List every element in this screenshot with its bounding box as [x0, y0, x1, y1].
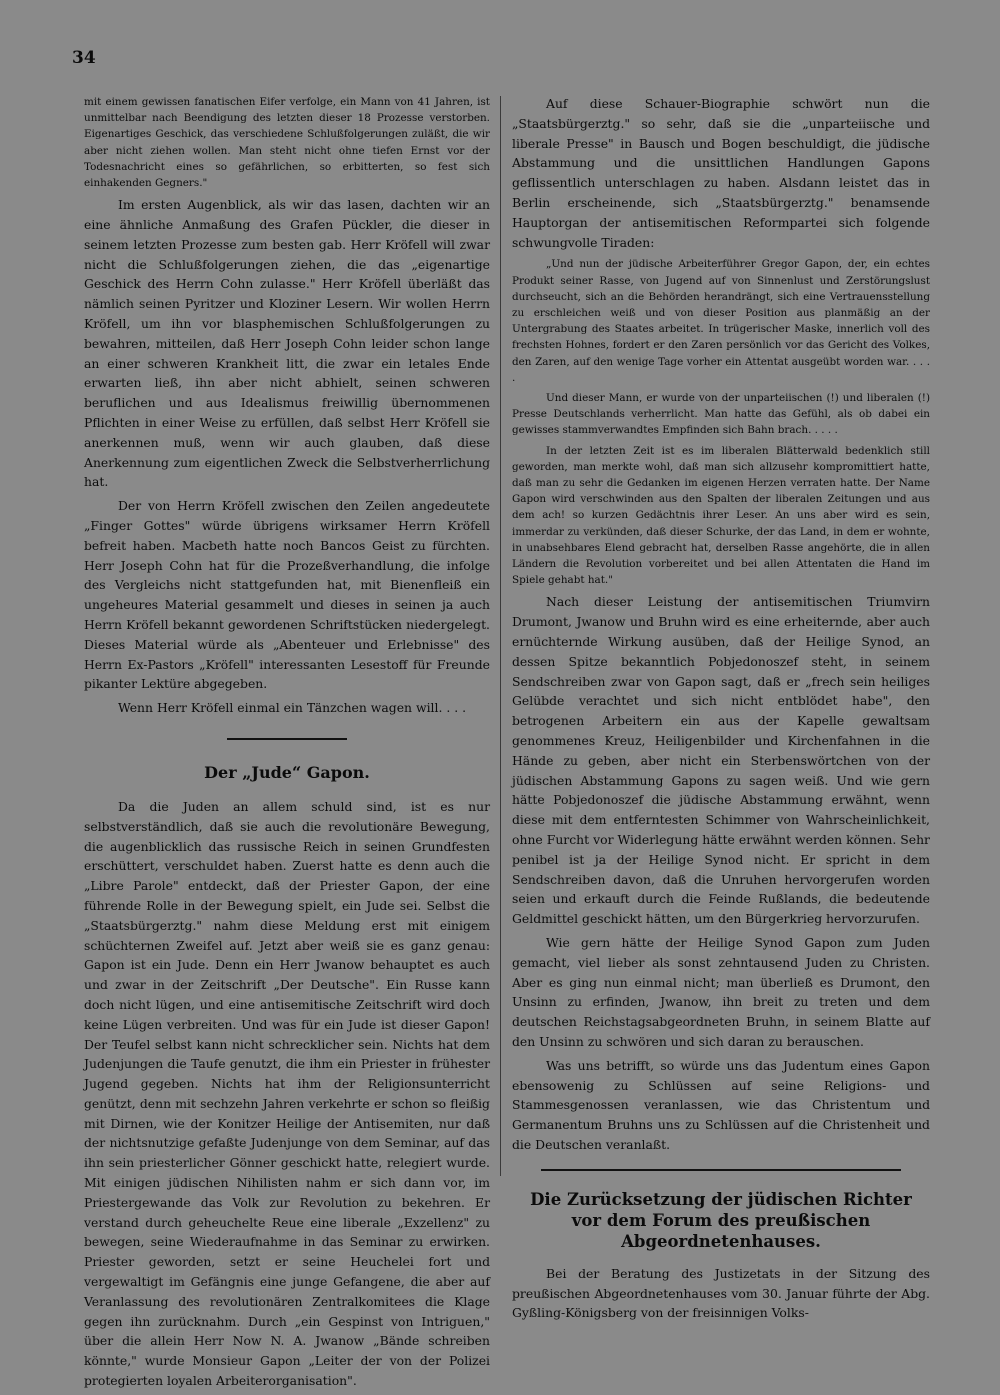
left-paragraph-5: Da die Juden an allem schuld sind, ist es nur selbstverständlich, daß sie auch die revolutionäre Bewegung, die augenblicklich das russische Reich in seinen Grundfesten erschüttert, verschuldet haben. Zuerst hatte es denn auch die „Libre Parole" entdeckt, daß der Priester Gapon, der eine führende Rolle in der Bewegung spielt, ein Jude sei. Selbst die „Staatsbürgerztg." nahm diese Meldung erst mit einigem schüchternen Zweifel auf. Jetzt aber weiß sie es ganz genau: Gapon ist ein Jude. Denn ein Herr Jwanow behauptet es auch und zwar in der Zeitschrift „Der Deutsche". Ein Russe kann doch nicht lügen, und eine antisemitische Zeitschrift wird doch keine Lügen verbreiten. Und was für ein Jude ist dieser Gapon! Der Teufel selbst kann nicht schrecklicher sein. Nichts hat dem Judenjungen die Taufe genutzt, die ihm ein Priester in frühester Jugend gegeben. Nichts hat ihm der Religionsunterricht genützt, denn mit sechzehn Jahren verkehrte er schon so fleißig mit Dirnen, wie der Konitzer Heilige der Antisemiten, nur daß der nichtsnutzige gefaßte Judenjunge von dem Seminar, auf das ihn sein priesterlicher Gönner geschickt hatte, relegiert wurde. Mit einigen jüdischen Nihilisten nahm er sich dann vor, im Priestergewande das Volk zur Revolution zu bekehren. Er verstand durch geheuchelte Reue eine liberale „Exzellenz" zu bewegen, seine Wiederaufnahme in das Seminar zu erwirken. Priester geworden, setzt er seine Heuchelei fort und vergewaltigt im Gefängnis eine junge Gefangene, die aber auf Veranlassung des revolutionären Zentralkomitees die Klage gegen ihn zurücknahm. Durch „ein Gespinst von Intriguen," über die allein Herr Now N. A. Jwanow „Bände schreiben könnte," wurde Monsieur Gapon „Leiter der von der Polizei protegierten loyalen Arbeiterorganisation". — [84, 798, 490, 1389]
right-paragraph-1: Auf diese Schauer-Biographie schwört nun die „Staatsbürgerztg." so sehr, daß sie die „unparteiische und liberale Presse" in Bausch und Bogen beschuldigt, die jüdische Abstammung und die unsittlichen Handlungen Gapons geflissentlich unterschlagen zu haben. Alsdann leistet das in Berlin erscheinende, sich „Staatsbürgerztg." benamsende Hauptorgan der antisemitischen Reformpartei sich folgende schwungvolle Tiraden: — [512, 96, 930, 250]
page-number: 34 — [72, 48, 96, 68]
right-quote-1: „Und nun der jüdische Arbeiterführer Gregor Gapon, der, ein echtes Produkt seiner Rasse, von Jugend auf von Sinnenlust und Zerstörungslust durchseucht, sich an die Behörden herandrängt, sich eine Vertrauensstellung zu erschleichen weiß und von dieser Position aus planmäßig an der Untergrabung des Staates arbeitet. In trügerischer Maske, innerlich voll des frechsten Hohnes, fordert er den Zaren persönlich vor das Gericht des Volkes, den Zaren, auf den wenige Tage vorher ein Attentat ausgeübt worden war. . . . . — [512, 258, 930, 384]
section-separator — [227, 738, 347, 740]
left-paragraph-4: Wenn Herr Kröfell einmal ein Tänzchen wagen will. . . . — [118, 700, 467, 716]
right-paragraph-2: Nach dieser Leistung der antisemitischen Triumvirn Drumont, Jwanow und Bruhn wird es eine erheiternde, aber auch ernüchternde Wirkung ausüben, daß der Heilige Synod, an dessen Spitze bekanntlich Pobjedonoszef steht, in seinem Sendschreiben zwar von Gapon sagt, daß er „frech sein heiliges Gelübde verachtet und sich nicht entblödet habe", den betrogenen Arbeitern ein aus der Kapelle gewaltsam genommenes Kreuz, Heiligenbilder und Kirchenfahnen in die Hände zu geben, aber nicht ein Sterbenswörtchen von der jüdischen Abstammung Gapons zu sagen weiß. Und wie gern hätte Pobjedonoszef die jüdische Abstammung erwähnt, wenn diese mit dem entferntesten Schimmer von Wahrscheinlichkeit, ohne Furcht vor Widerlegung hätte erwähnt werden können. Sehr penibel ist ja der Heilige Synod nicht. Er spricht in dem Sendschreiben davon, daß die Unruhen hervorgerufen worden seien und erkauft durch die Feinde Rußlands, die bedeutende Geldmittel geschickt hätten, um den Bürgerkrieg hervorzurufen. — [512, 594, 930, 927]
article-heading-gapon: Der „Jude“ Gapon. — [204, 762, 370, 782]
right-column — [512, 94, 930, 1327]
left-column — [84, 94, 490, 1395]
section-rule — [541, 1169, 901, 1171]
column-divider — [500, 96, 501, 1176]
article-heading-richter: Die Zurücksetzung der jüdischen Richter vor dem Forum des preußischen Abgeordnetenhauses. — [530, 1189, 912, 1251]
right-paragraph-3: Wie gern hätte der Heilige Synod Gapon zum Juden gemacht, viel lieber als sonst zehntausend Juden zu Christen. Aber es ging nun einmal nicht; man überließ es Drumont, den Unsinn zu erfinden, Jwanow, ihn breit zu treten und dem deutschen Reichstagsabgeordneten Bruhn, in seinem Blatte auf den Unsinn zu schwören und sich daran zu berauschen. — [512, 934, 930, 1049]
right-paragraph-5: Bei der Beratung des Justizetats in der Sitzung des preußischen Abgeordnetenhauses vom 30. Januar führte der Abg. Gyßling-Königsberg von der freisinnigen Volks- — [512, 1265, 930, 1321]
left-paragraph-1: mit einem gewissen fanatischen Eifer verfolge, ein Mann von 41 Jahren, ist unmittelbar nach Beendigung des letzten dieser 18 Prozesse verstorben. Eigenartiges Geschick, das verschiedene Schlußfolgerungen zuläßt, die wir aber nicht ziehen wollen. Man steht nicht ohne tiefen Ernst vor der Todesnachricht eines so gefährlichen, so erbitterten, so fest sich einhakenden Gegners." — [84, 96, 490, 190]
right-quote-2: Und dieser Mann, er wurde von der unparteiischen (!) und liberalen (!) Presse Deutschlands verherrlicht. Man hatte das Gefühl, als ob dabei ein gewisses stammverwandtes Empfinden sich Bahn brach. . . . . — [512, 392, 930, 437]
left-paragraph-2: Im ersten Augenblick, als wir das lasen, dachten wir an eine ähnliche Anmaßung des Grafen Pückler, die dieser in seinem letzten Prozesse zum besten gab. Herr Kröfell will zwar nicht die Schlußfolgerungen ziehen, die das „eigenartige Geschick des Herrn Cohn zulasse." Herr Kröfell überläßt das nämlich seinen Pyritzer und Kloziner Lesern. Wir wollen Herrn Kröfell, um ihn vor blasphemischen Schlußfolgerungen zu bewahren, mitteilen, daß Herr Joseph Cohn leider schon lange an einer schweren Krankheit litt, die zwar ein letales Ende erwarten ließ, ihn aber nicht abhielt, seinen schweren beruflichen und aus Idealismus freiwillig übernommenen Pflichten in einer Weise zu erfüllen, daß selbst Herr Kröfell sie anerkennen muß, wenn wir auch glauben, daß diese Anerkennung zum eigentlichen Zweck die Selbstverherrlichung hat. — [84, 197, 490, 490]
right-quote-3: In der letzten Zeit ist es im liberalen Blätterwald bedenklich still geworden, man merkte wohl, daß man sich allzusehr kompromittiert hatte, daß man zu sehr die Gedanken im eigenen Herzen verraten hatte. Der Name Gapon wird verschwinden aus den Spalten der liberalen Zeitungen und aus dem ach! so kurzen Gedächtnis ihrer Leser. An uns aber wird es sein, immerdar zu verkünden, daß dieser Schurke, der das Land, in dem er wohnte, in unabsehbares Elend gebracht hat, derselben Rasse angehörte, die in allen Ländern die Revolution vorbereitet und bei allen Attentaten die Hand im Spiele gehabt hat." — [512, 444, 930, 587]
right-paragraph-4: Was uns betrifft, so würde uns das Judentum eines Gapon ebensowenig zu Schlüssen auf seine Religions- und Stammesgenossen veranlassen, wie das Christentum und Germanentum Bruhns uns zu Schlüssen auf die Christenheit und die Deutschen veranlaßt. — [512, 1057, 930, 1152]
left-paragraph-3: Der von Herrn Kröfell zwischen den Zeilen angedeutete „Finger Gottes" würde übrigens wirksamer Herrn Kröfell befreit haben. Macbeth hatte noch Bancos Geist zu fürchten. Herr Joseph Cohn hat für die Prozeßverhandlung, die infolge des Vergleichs nicht stattgefunden hat, mit Bienenfleiß ein ungeheures Material gesammelt und dieses in seinen ja auch Herrn Kröfell bekannt gewordenen Schriftstücken niedergelegt. Dieses Material würde als „Abenteuer und Erlebnisse" des Herrn Ex-Pastors „Kröfell" interessanten Lesestoff für Freunde pikanter Lektüre abgegeben. — [84, 498, 490, 692]
